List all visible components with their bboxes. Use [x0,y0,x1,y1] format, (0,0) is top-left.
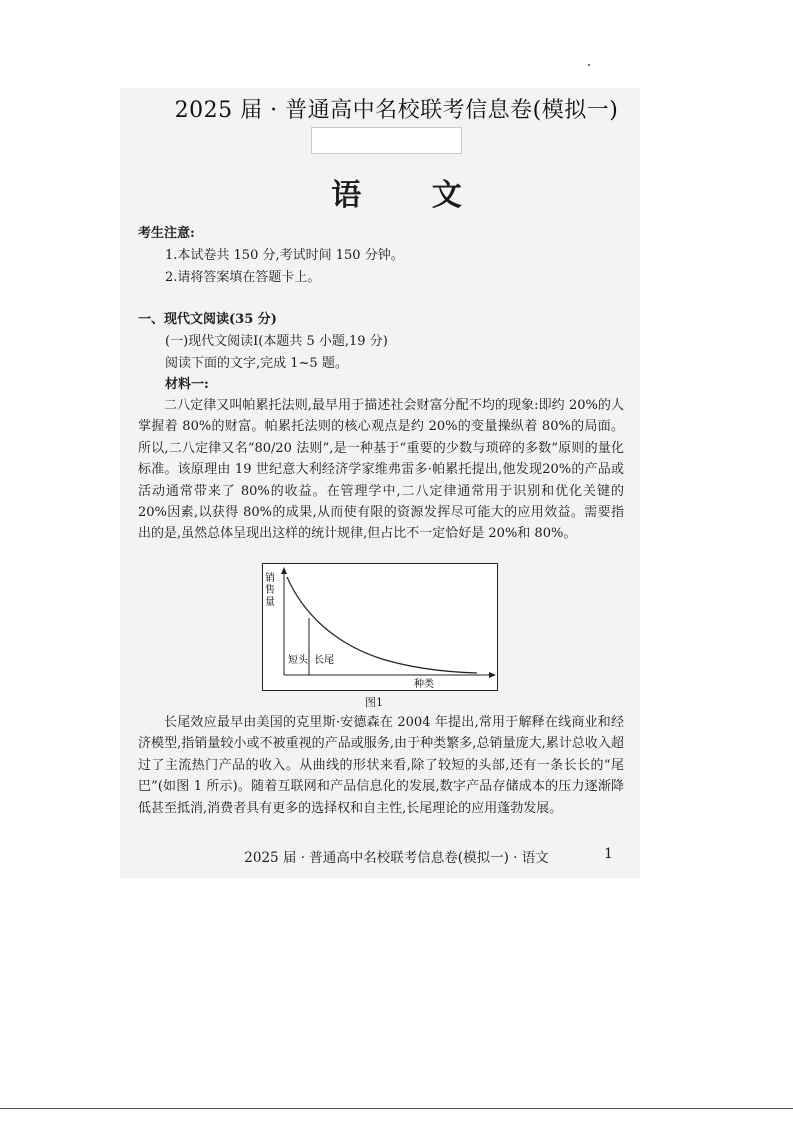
notice-heading: 考生注意: [138,226,195,241]
material-paragraph-2: 长尾效应最早由美国的克里斯·安德森在 2004 年提出,常用于解释在线商业和经济模型,指销量较小或不被重视的产品或服务,由于种类繁多,总销量庞大,累计总收入超过了主流热门产品的收入。从曲线的形状来看,除了较短的头部,还有一条长长的“尾巴”(如图 1 所示)。随着互联网和产品信息化的发展,数字产品存储成本的压力逐渐降低甚至抵消,消费者具有更多的选择权和自主性,长尾理论的应用蓬勃发展。 [138,715,624,816]
bottom-rule [0,1108,793,1109]
tail-label: 长尾 [314,655,334,666]
notice-item-2: 2.请将答案填在答题卡上。 [165,270,321,285]
blank-stamp-box [311,127,462,154]
section-heading: 一、现代文阅读(35 分) [138,312,277,327]
y-label-char-3: 量 [265,597,275,608]
notice-item-1: 1.本试卷共 150 分,考试时间 150 分钟。 [165,248,404,263]
reading-instruction: 阅读下面的文字,完成 1~5 题。 [165,356,348,371]
scan-speck [588,64,590,66]
exam-title: 2025 届 · 普通高中名校联考信息卷(模拟一) [174,98,619,123]
page-number: 1 [604,846,613,862]
chart-frame [263,564,498,691]
sub-section-heading: (一)现代文阅读Ⅰ(本题共 5 小题,19 分) [165,334,388,349]
subject-title: 语 文 [331,178,492,213]
page-footer: 2025 届 · 普通高中名校联考信息卷(模拟一) · 语文 [244,850,549,866]
y-label-char-2: 售 [265,585,275,596]
material-paragraph-1: 二八定律又叫帕累托法则,最早用于描述社会财富分配不均的现象:即约 20%的人掌握着 80%的财富。帕累托法则的核心观点是约 20%的变量操纵着 80%的局面。所以,二八定律又名“80/20 法则”,是一种基于“重要的少数与琐碎的多数”原则的量化标准。该原理由 19 世纪意大利经济学家维弗雷多·帕累托提出,他发现20%的产品或活动通常带来了 80%的收益。在管理学中,二八定律通常用于识别和优化关键的 20%因素,以获得 80%的成果,从而使有限的资源发挥尽可能大的应用效益。需要指出的是,虽然总体呈现出这样的统计规律,但占比不一定恰好是 20%和 80%。 [138,398,624,542]
x-axis-label: 种类 [414,679,434,690]
material-label: 材料一: [165,377,209,392]
y-label-char-1: 销 [265,573,275,584]
long-tail-chart [262,563,498,691]
figure-caption: 图1 [365,696,383,709]
head-label: 短头 [288,655,308,666]
